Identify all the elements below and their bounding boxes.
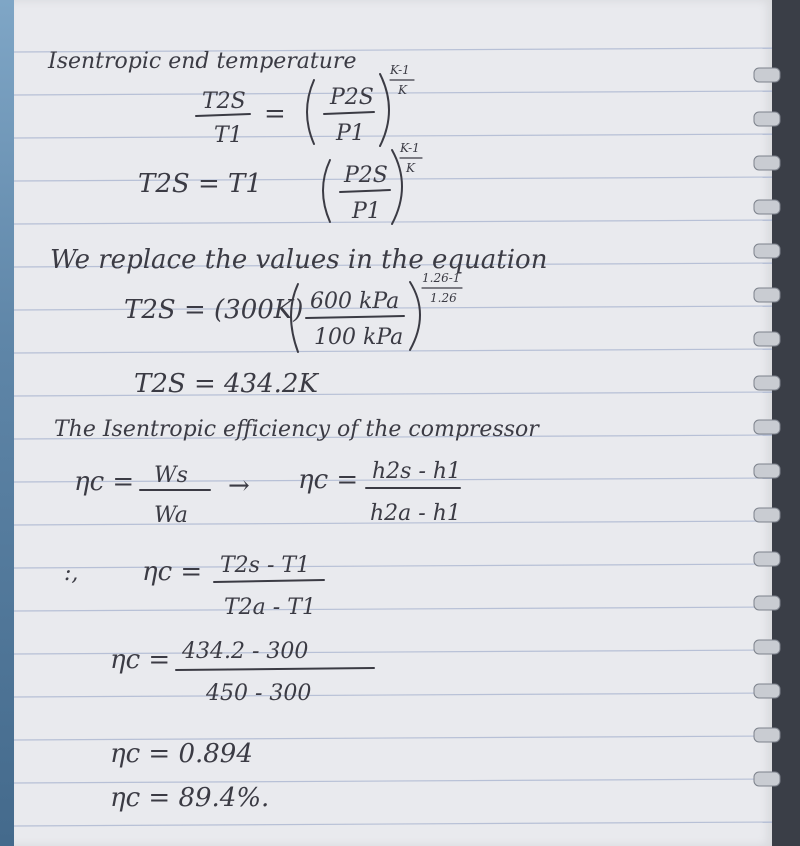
eq5-arrow: → xyxy=(228,471,250,501)
eq1-left-fraction-bar xyxy=(196,114,250,116)
eq1-exponent-numerator: K-1 xyxy=(390,63,410,77)
spiral-binding xyxy=(750,0,800,846)
eq7-numerator: 434.2 - 300 xyxy=(182,639,309,664)
notebook-page xyxy=(14,0,774,846)
eq2-exponent-numerator: K-1 xyxy=(400,141,420,155)
eq2-lhs: T2S = T1 xyxy=(138,169,262,199)
eq2-right-denominator: P1 xyxy=(352,199,381,224)
eq5-denominator: Wa xyxy=(154,503,188,528)
eq6-numerator: T2s - T1 xyxy=(220,553,311,578)
eq7-fraction-bar xyxy=(176,668,374,670)
eq9-efficiency-percent: ηc = 89.4%. xyxy=(110,783,270,813)
eq3-right-numerator: 600 kPa xyxy=(310,289,400,314)
eq1-right-denominator: P1 xyxy=(336,121,365,146)
eq5-right-denominator: h2a - h1 xyxy=(370,501,461,526)
eq1-exponent-denominator: K xyxy=(398,83,407,97)
eq1-right-fraction-bar xyxy=(324,112,374,114)
eq1-open-paren xyxy=(307,80,314,144)
eq2-open-paren xyxy=(323,160,330,222)
eq2-close-paren xyxy=(392,150,402,224)
eq3-right-denominator: 100 kPa xyxy=(314,325,404,350)
eq6-lhs: ηc = xyxy=(142,557,203,587)
eq5-right-lhs: ηc = xyxy=(298,465,359,495)
eq5-right-numerator: h2s - h1 xyxy=(372,459,462,484)
eq6-denominator: T2a - T1 xyxy=(224,595,316,620)
eq1-equals: = xyxy=(264,99,286,129)
eq3-exponent-denominator: 1.26 xyxy=(430,291,457,305)
eq8-efficiency-decimal: ηc = 0.894 xyxy=(110,739,253,769)
text-replace-values: We replace the values in the equation xyxy=(50,245,548,275)
eq3-close-paren xyxy=(410,282,420,350)
eq2-fraction-bar xyxy=(340,190,390,192)
eq4-result-t2s: T2S = 434.2K xyxy=(134,369,318,399)
eq5-numerator: Ws xyxy=(154,463,188,488)
eq3-exponent-numerator: 1.26-1 xyxy=(422,271,461,285)
handwriting-canvas xyxy=(14,0,774,846)
eq3-fraction-bar xyxy=(306,316,404,318)
eq2-exponent-denominator: K xyxy=(406,161,415,175)
eq1-close-paren xyxy=(380,74,389,146)
eq1-right-numerator: P2S xyxy=(330,85,374,110)
eq2-right-numerator: P2S xyxy=(344,163,388,188)
text-isentropic-efficiency: The Isentropic efficiency of the compressor xyxy=(54,417,539,442)
eq1-denominator: T1 xyxy=(214,123,243,148)
eq5-lhs: ηc = xyxy=(74,467,135,497)
heading-isentropic-end-temperature: Isentropic end temperature xyxy=(48,49,357,74)
eq7-lhs: ηc = xyxy=(110,645,171,675)
eq6-fraction-bar xyxy=(214,580,324,582)
eq1-numerator: T2S xyxy=(202,89,246,114)
eq6-therefore: :, xyxy=(64,561,79,586)
eq3-lhs: T2S = (300K) xyxy=(124,295,304,325)
eq7-denominator: 450 - 300 xyxy=(206,681,312,706)
